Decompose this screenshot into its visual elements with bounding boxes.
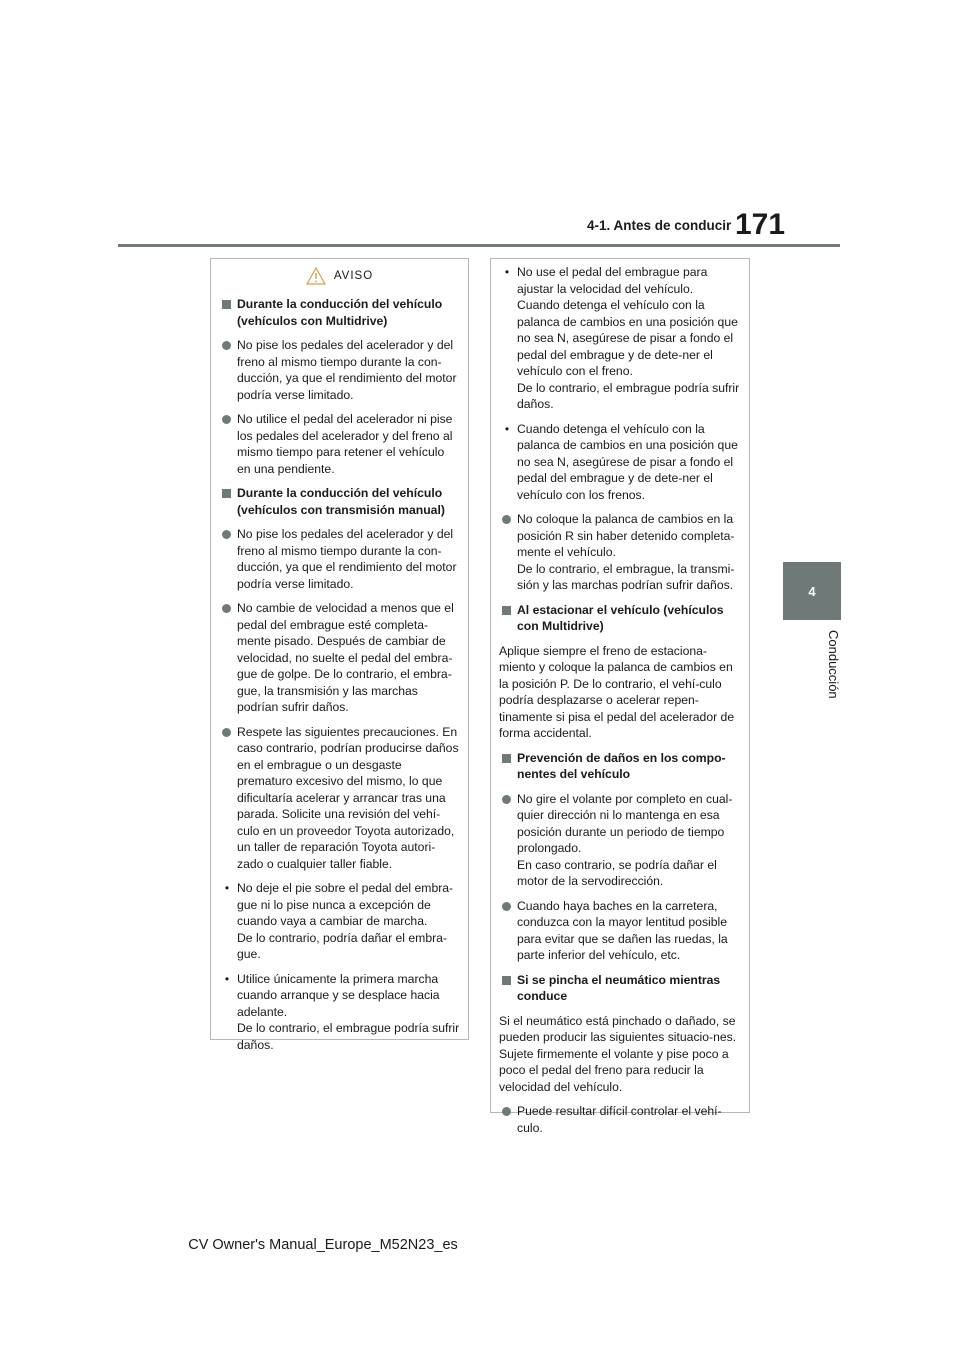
text-line: Durante la conducción del vehículo (vehículos con Multidrive)	[237, 297, 443, 328]
bullet-marker-icon: •	[504, 421, 510, 436]
text-line: Prevención de daños en los compo-nentes del vehículo	[517, 750, 726, 781]
circle-marker-icon	[222, 604, 231, 613]
left-blocks	[219, 296, 460, 1053]
square-marker-icon	[502, 606, 511, 615]
circle-marker-icon	[502, 795, 511, 804]
bullet-item	[219, 880, 460, 963]
circle-marker-icon	[502, 515, 511, 524]
text-line: No deje el pie sobre el pedal del embra-gue ni lo pise nunca a excepción de cuando vaya a cambiar de marcha.	[237, 881, 454, 928]
text-line: No use el pedal del embrague para ajustar la velocidad del vehículo.	[517, 265, 708, 296]
chapter-title: Conducción	[826, 630, 841, 699]
text-line: De lo contrario, el embrague podría sufrir daños.	[237, 1021, 460, 1052]
text-line: Aplique siempre el freno de estaciona-miento y coloque la palanca de cambios en la posición P. De lo contrario, el vehí-culo podría desplazarse o acelerar repen-tinamente si pisa el pedal del acelerador de forma accidental.	[499, 643, 735, 740]
circle-marker-icon	[502, 1107, 511, 1116]
caution-item	[219, 724, 460, 873]
caution-item	[219, 526, 460, 592]
text-line: No utilice el pedal del acelerador ni pise los pedales del acelerador y del freno al mismo tiempo para retener el vehículo en una pendiente.	[237, 412, 453, 476]
text-line: De lo contrario, podría dañar el embra-gue.	[237, 930, 448, 961]
text-line: Puede resultar difícil controlar el vehí-culo.	[517, 1104, 722, 1135]
square-marker-icon	[222, 300, 231, 309]
caution-item	[219, 600, 460, 716]
text-line: Cuando detenga el vehículo con la palanca de cambios en una posición que no sea N, asegúrese de pisar a fondo el pedal del embrague y de dete-ner el vehículo con los frenos.	[517, 421, 738, 502]
paragraph	[499, 643, 741, 742]
right-blocks	[499, 264, 741, 1136]
section-heading	[499, 602, 741, 635]
square-marker-icon	[502, 754, 511, 763]
bullet-item	[219, 971, 460, 1054]
bullet-marker-icon: •	[224, 971, 230, 986]
text-line: De lo contrario, el embrague, la transmi-sión y las marchas podrían sufrir daños.	[517, 561, 735, 592]
circle-marker-icon	[222, 530, 231, 539]
section-heading	[499, 750, 741, 783]
caution-item	[499, 511, 741, 594]
circle-marker-icon	[222, 415, 231, 424]
warning-column-left	[210, 258, 469, 1052]
text-line: No pise los pedales del acelerador y del freno al mismo tiempo durante la con-ducción, ya que el rendimiento del motor podría verse limitado.	[237, 338, 457, 402]
warning-column-right	[490, 258, 750, 1135]
square-marker-icon	[222, 489, 231, 498]
section-heading	[499, 972, 741, 1005]
bullet-item	[499, 264, 741, 413]
text-line: No coloque la palanca de cambios en la posición R sin haber detenido completa-mente el vehículo.	[517, 512, 735, 559]
caution-item	[219, 411, 460, 477]
text-line: No gire el volante por completo en cual-quier dirección ni lo mantenga en esa posición durante un periodo de tiempo prolongado.	[517, 791, 733, 855]
text-line: Cuando detenga el vehículo con la palanca de cambios en una posición que no sea N, asegúrese de pisar a fondo el pedal del embrague y de dete-ner el vehículo con el freno.	[517, 298, 738, 378]
caution-item	[499, 791, 741, 890]
bullet-marker-icon: •	[504, 265, 510, 279]
bullet-marker-icon: •	[224, 881, 230, 895]
text-line: No cambie de velocidad a menos que el pedal del embrague esté completa-mente pisado. Después de cambiar de velocidad, no suelte el pedal del embra-gue de golpe. De lo contrario, el embra-gue, la transmisión y las marchas podrían sufrir daños.	[237, 601, 454, 714]
page-number: 171	[735, 208, 786, 241]
caution-item	[219, 337, 460, 403]
text-line: De lo contrario, el embrague podría sufrir daños.	[517, 380, 740, 411]
text-line: Durante la conducción del vehículo (vehículos con transmisión manual)	[237, 486, 445, 517]
circle-marker-icon	[222, 341, 231, 350]
header-divider	[118, 244, 840, 247]
section-title: 4-1. Antes de conducir	[587, 218, 732, 233]
warning-header	[219, 264, 460, 288]
chapter-number: 4	[808, 583, 816, 599]
paragraph	[499, 1013, 741, 1096]
chapter-tab[interactable]	[783, 562, 841, 620]
text-line: Respete las siguientes precauciones. En caso contrario, podrían producirse daños en el embrague o un desgaste prematuro excesivo del mismo, lo que dificultaría acelerar y arrancar tras una parada. Solicite una revisión del vehí-culo en un proveedor Toyota autorizado, un taller de reparación Toyota autori-zado o cualquier taller fiable.	[237, 724, 459, 871]
text-line: Si el neumático está pinchado o dañado, se pueden producir las siguientes situacio-nes. Sujete firmemente el volante y pise poco a poco el pedal del freno para reducir la velocidad del vehículo.	[499, 1013, 737, 1094]
section-heading	[219, 485, 460, 518]
circle-marker-icon	[222, 728, 231, 737]
bullet-item	[499, 421, 741, 504]
text-line: Utilice únicamente la primera marcha cuando arranque y se desplace hacia adelante.	[237, 971, 440, 1019]
text-line: Cuando haya baches en la carretera, conduzca con la mayor lentitud posible para evitar que se dañen las ruedas, la parte inferior del vehículo, etc.	[517, 898, 728, 962]
text-line: En caso contrario, se podría dañar el motor de la servodirección.	[517, 857, 717, 888]
footer-manual-name: CV Owner's Manual_Europe_M52N23_es	[188, 1237, 458, 1253]
caution-item	[499, 1103, 741, 1136]
section-heading	[219, 296, 460, 329]
circle-marker-icon	[502, 902, 511, 911]
text-line: Si se pincha el neumático mientras conduce	[517, 972, 721, 1003]
text-line: No pise los pedales del acelerador y del freno al mismo tiempo durante la con-ducción, ya que el rendimiento del motor podría verse limitado.	[237, 527, 457, 591]
warning-label: AVISO	[333, 269, 374, 282]
square-marker-icon	[502, 976, 511, 985]
warning-triangle-icon	[306, 267, 326, 285]
caution-item	[499, 898, 741, 964]
text-line: Al estacionar el vehículo (vehículos con Multidrive)	[517, 602, 724, 633]
